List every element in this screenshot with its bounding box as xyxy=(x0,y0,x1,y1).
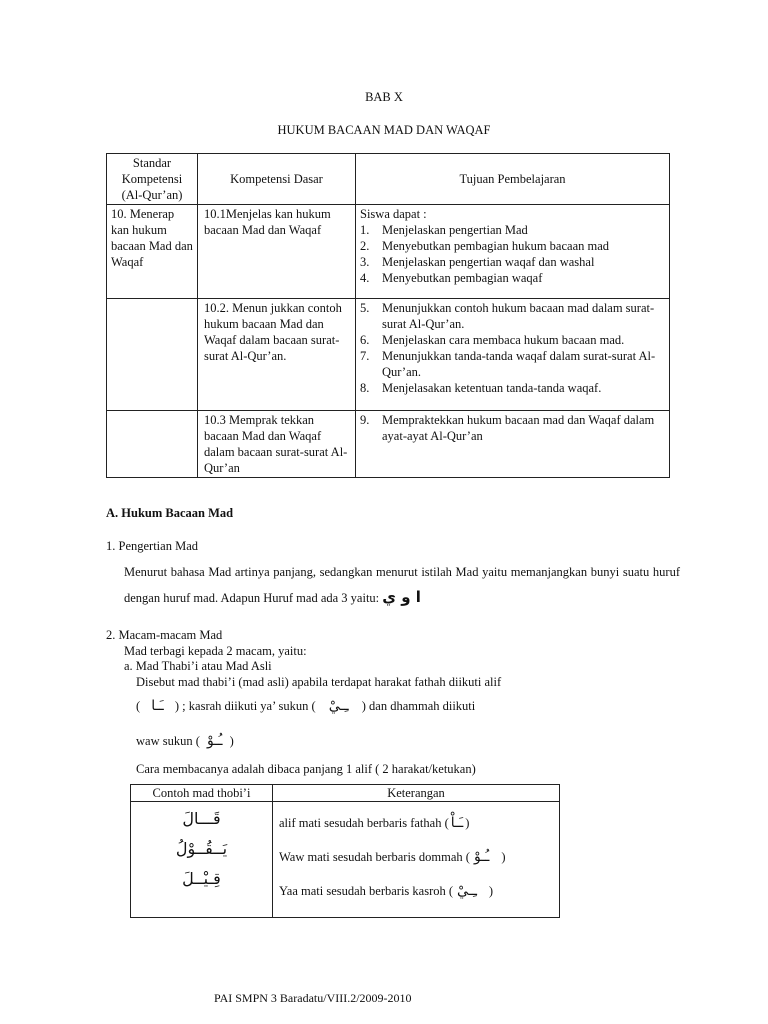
dommah-glyph: ـُـوْ xyxy=(473,849,490,865)
macam-intro: Mad terbagi kepada 2 macam, yaitu: xyxy=(124,644,307,658)
standar-cell-empty xyxy=(107,299,198,411)
waw-text: waw sukun ( xyxy=(136,734,200,748)
tujuan-cell xyxy=(356,205,670,299)
list-item: 9. Mempraktekkan hukum bacaan mad dan Waqaf dalam ayat-ayat Al-Qur’an xyxy=(360,413,655,443)
mad-thabii-heading: a. Mad Thabi’i atau Mad Asli xyxy=(124,659,272,673)
example-qaala: قَـــالَ xyxy=(182,809,221,828)
example-table xyxy=(130,784,560,918)
list-item: 3. Menjelaskan pengertian waqaf dan washal xyxy=(360,255,595,269)
note-waw: Waw mati sesudah berbaris dommah ( ـُـوْ ) xyxy=(279,849,506,865)
page-footer: PAI SMPN 3 Baradatu/VIII.2/2009-2010 xyxy=(214,991,412,1005)
kompetensi-cell: 10.1Menjelas kan hukum bacaan Mad dan Waqaf xyxy=(198,205,356,299)
harakat-line xyxy=(136,698,475,714)
tujuan-cell xyxy=(356,299,670,411)
note-alif: alif mati sesudah berbaris fathah ( ـَـاْ ) xyxy=(279,815,470,831)
table-header-row xyxy=(107,154,670,205)
kasrah-ya-glyph: ـِـيْ xyxy=(328,698,349,714)
tujuan-intro: Siswa dapat : xyxy=(360,207,427,221)
paren: ) xyxy=(229,734,234,748)
fathah-alif-glyph: ـَـا xyxy=(151,698,164,714)
kompetensi-cell: 10.2. Menun jukkan contoh hukum bacaan Mad dan Waqaf dalam bacaan surat-surat Al-Qur’an. xyxy=(198,299,356,411)
list-item: 8. Menjelasakan ketentuan tanda-tanda waqaf. xyxy=(360,381,602,395)
waw-line xyxy=(136,733,234,749)
mad-letters: ا و ي xyxy=(382,588,421,606)
header-contoh: Contoh mad thobi’i xyxy=(131,785,273,802)
header-kompetensi: Kompetensi Dasar xyxy=(198,154,356,205)
kasrah-text: ) ; kasrah diikuti ya’ sukun ( xyxy=(174,699,316,713)
table-row xyxy=(107,411,670,478)
note-yaa: Yaa mati sesudah berbaris kasroh ( ـِـيْ ) xyxy=(279,883,494,899)
list-item: 4. Menyebutkan pembagian waqaf xyxy=(360,271,543,285)
table-row xyxy=(107,299,670,411)
pengertian-paragraph xyxy=(124,560,680,611)
fathah-glyph: ـَـاْ xyxy=(450,815,464,831)
subsection-heading-pengertian: 1. Pengertian Mad xyxy=(106,539,198,553)
table-header-row xyxy=(131,785,560,802)
kompetensi-cell: 10.3 Memprak tekkan bacaan Mad dan Waqaf dalam bacaan surat-surat Al-Qur’an xyxy=(198,411,356,478)
list-item: 1. Menjelaskan pengertian Mad xyxy=(360,223,528,237)
notes-cell xyxy=(273,802,560,918)
standar-cell: 10. Menerap kan hukum bacaan Mad dan Waqaf xyxy=(107,205,198,299)
table-row xyxy=(107,205,670,299)
chapter-title: BAB X xyxy=(365,90,403,104)
header-tujuan: Tujuan Pembelajaran xyxy=(356,154,670,205)
example-qiila: قِـيْــلَ xyxy=(182,869,221,888)
list-item: 6. Menjelaskan cara membaca hukum bacaan mad. xyxy=(360,333,625,347)
dhammah-text: ) dan dhammah diikuti xyxy=(361,699,476,713)
mad-thabii-desc: Disebut mad thabi’i (mad asli) apabila terdapat harakat fathah diikuti alif xyxy=(136,675,502,689)
tujuan-cell xyxy=(356,411,670,478)
standar-cell-empty xyxy=(107,411,198,478)
pengertian-text: Menurut bahasa Mad artinya panjang, sedangkan menurut istilah Mad yaitu memanjangkan bunyi suatu huruf dengan huruf mad. Adapun Huruf mad ada 3 yaitu: xyxy=(124,565,680,605)
page-title: HUKUM BACAAN MAD DAN WAQAF xyxy=(277,123,491,137)
dhammah-waw-glyph: ـُـوْ xyxy=(207,733,223,749)
header-standar: Standar Kompetensi (Al-Qur’an) xyxy=(107,154,198,205)
list-item: 5. Menunjukkan contoh hukum bacaan mad dalam surat-surat Al-Qur’an. xyxy=(360,301,655,331)
example-yaquulu: يَــقُــوْلُ xyxy=(175,839,228,858)
examples-cell xyxy=(131,802,273,918)
paren: ( xyxy=(136,699,141,713)
subsection-heading-macam: 2. Macam-macam Mad xyxy=(106,628,223,642)
list-item: 2. Menyebutkan pembagian hukum bacaan mad xyxy=(360,239,610,253)
list-item: 7. Menunjukkan tanda-tanda waqaf dalam surat-surat Al-Qur’an. xyxy=(360,349,656,379)
section-heading: A. Hukum Bacaan Mad xyxy=(106,506,234,520)
table-row xyxy=(131,802,560,918)
kasroh-glyph: ـِـيْ xyxy=(457,883,477,899)
read-rule: Cara membacanya adalah dibaca panjang 1 alif ( 2 harakat/ketukan) xyxy=(136,762,476,776)
header-keterangan: Keterangan xyxy=(273,785,560,802)
competency-table xyxy=(106,153,670,478)
